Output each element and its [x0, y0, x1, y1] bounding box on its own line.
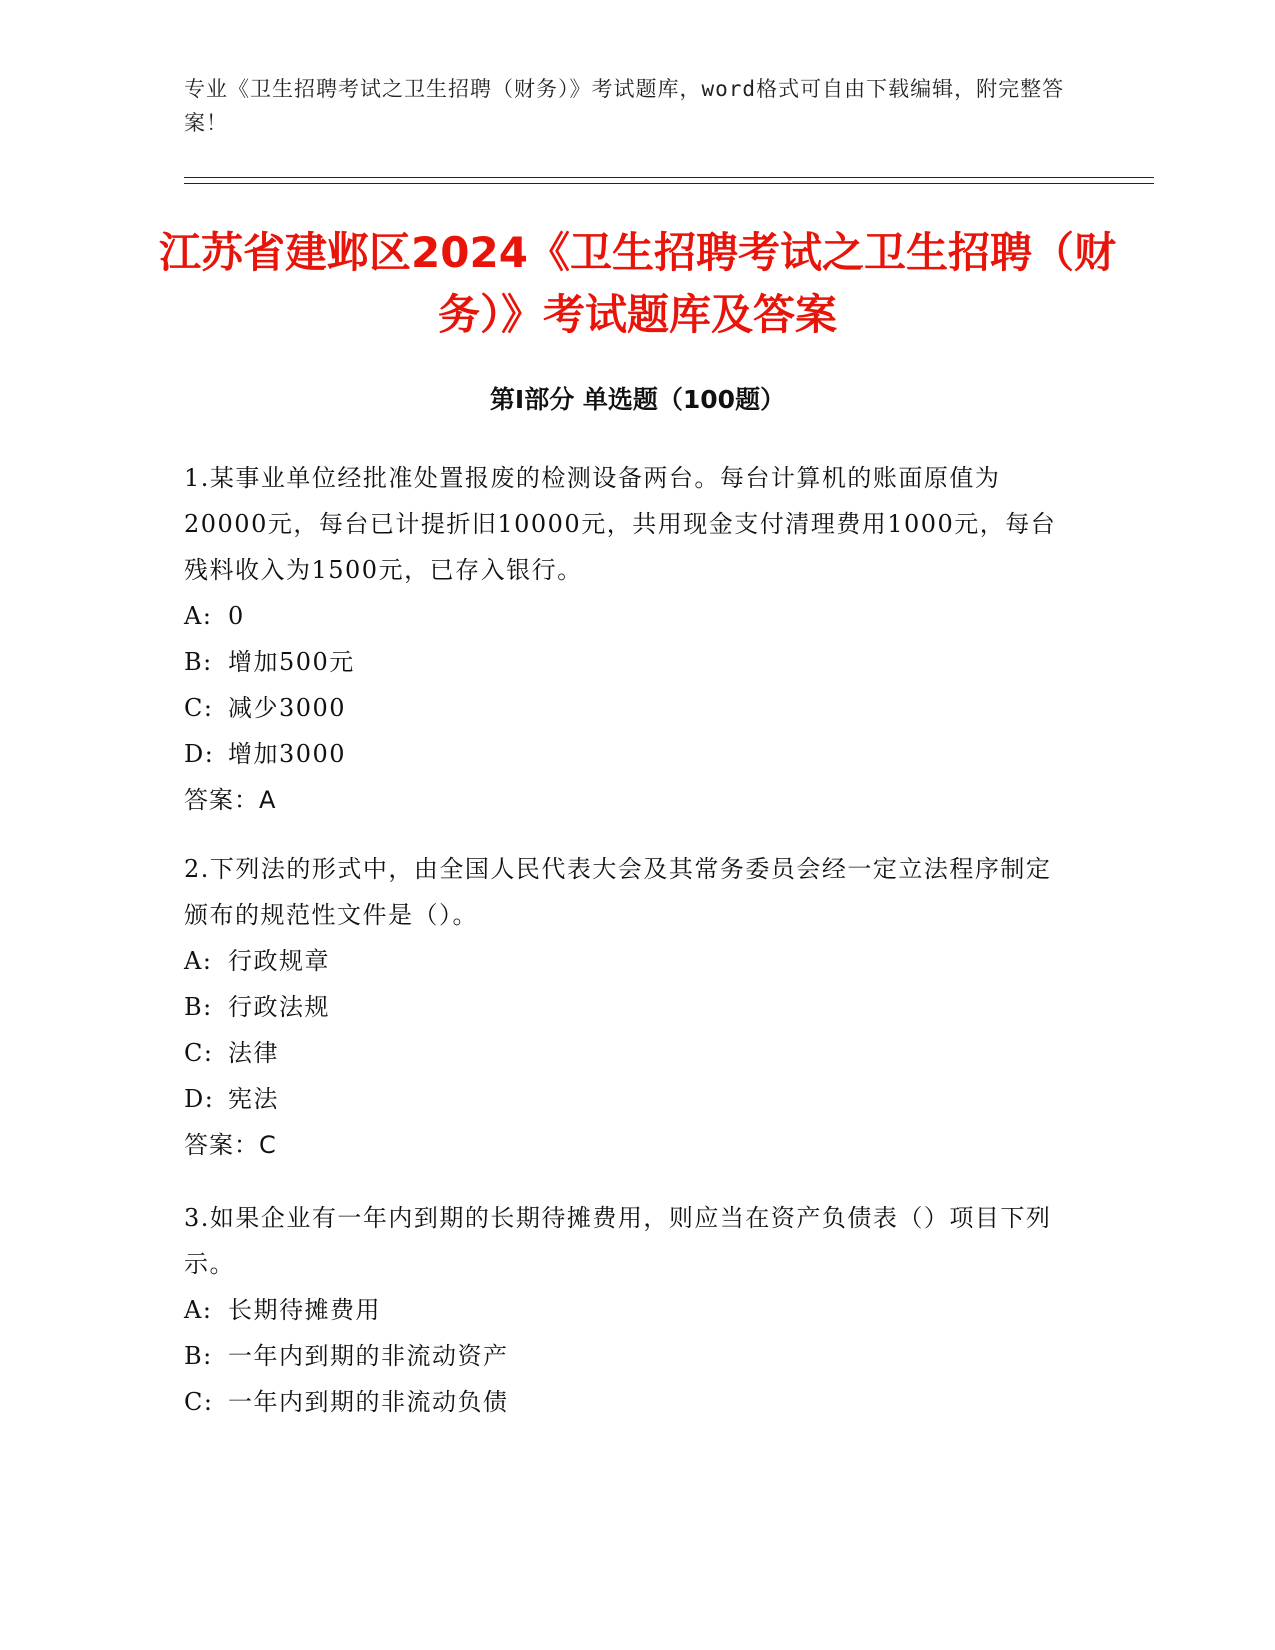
option-a [184, 1287, 1064, 1333]
option-letter: C: [184, 1039, 214, 1067]
answer: 答案：C [184, 1131, 277, 1159]
option-d [184, 1076, 1064, 1122]
option-c [184, 1030, 1064, 1076]
option-letter: B: [184, 1342, 213, 1370]
header-rule-bottom [184, 183, 1154, 184]
header-rule-top [184, 177, 1154, 178]
option-text: 行政规章 [228, 947, 330, 975]
question-stem: 1.某事业单位经批准处置报废的检测设备两台。每台计算机的账面原值为20000元，每台已计提折旧10000元，共用现金支付清理费用1000元，每台残料收入为1500元，已存入银行。 [184, 464, 1057, 584]
option-c [184, 1379, 1064, 1425]
option-letter: D: [184, 740, 215, 768]
option-b [184, 1333, 1064, 1379]
option-letter: B: [184, 993, 213, 1021]
option-text: 长期待摊费用 [228, 1296, 381, 1324]
option-letter: A: [184, 1296, 213, 1324]
question-stem: 2.下列法的形式中，由全国人民代表大会及其常务委员会经一定立法程序制定颁布的规范性文件是（）。 [184, 855, 1052, 929]
option-letter: C: [184, 694, 214, 722]
option-text: 减少3000 [228, 694, 347, 722]
option-text: 法律 [228, 1039, 279, 1067]
option-text: 增加500元 [228, 648, 355, 676]
option-text: 一年内到期的非流动资产 [228, 1342, 509, 1370]
option-a [184, 593, 1064, 639]
question-1 [184, 455, 1064, 823]
question-stem: 3.如果企业有一年内到期的长期待摊费用，则应当在资产负债表（）项目下列示。 [184, 1204, 1052, 1278]
option-b [184, 984, 1064, 1030]
question-3 [184, 1195, 1064, 1425]
option-letter: B: [184, 648, 213, 676]
option-c [184, 685, 1064, 731]
option-a [184, 938, 1064, 984]
header-note: 专业《卫生招聘考试之卫生招聘（财务）》考试题库，word格式可自由下载编辑，附完整答案！ [184, 77, 1065, 135]
document-title: 江苏省建邺区2024《卫生招聘考试之卫生招聘（财务）》考试题库及答案 [159, 228, 1116, 339]
option-letter: C: [184, 1388, 214, 1416]
option-letter: A: [184, 602, 213, 630]
option-letter: A: [184, 947, 213, 975]
answer: 答案：A [184, 786, 277, 814]
question-2 [184, 846, 1064, 1168]
option-d [184, 731, 1064, 777]
option-b [184, 639, 1064, 685]
section-title: 第Ⅰ部分 单选题（100题） [489, 385, 786, 414]
option-text: 增加3000 [228, 740, 347, 768]
option-text: 宪法 [228, 1085, 279, 1113]
option-text: 一年内到期的非流动负债 [228, 1388, 509, 1416]
option-text: 0 [228, 602, 245, 630]
option-letter: D: [184, 1085, 215, 1113]
option-text: 行政法规 [228, 993, 330, 1021]
